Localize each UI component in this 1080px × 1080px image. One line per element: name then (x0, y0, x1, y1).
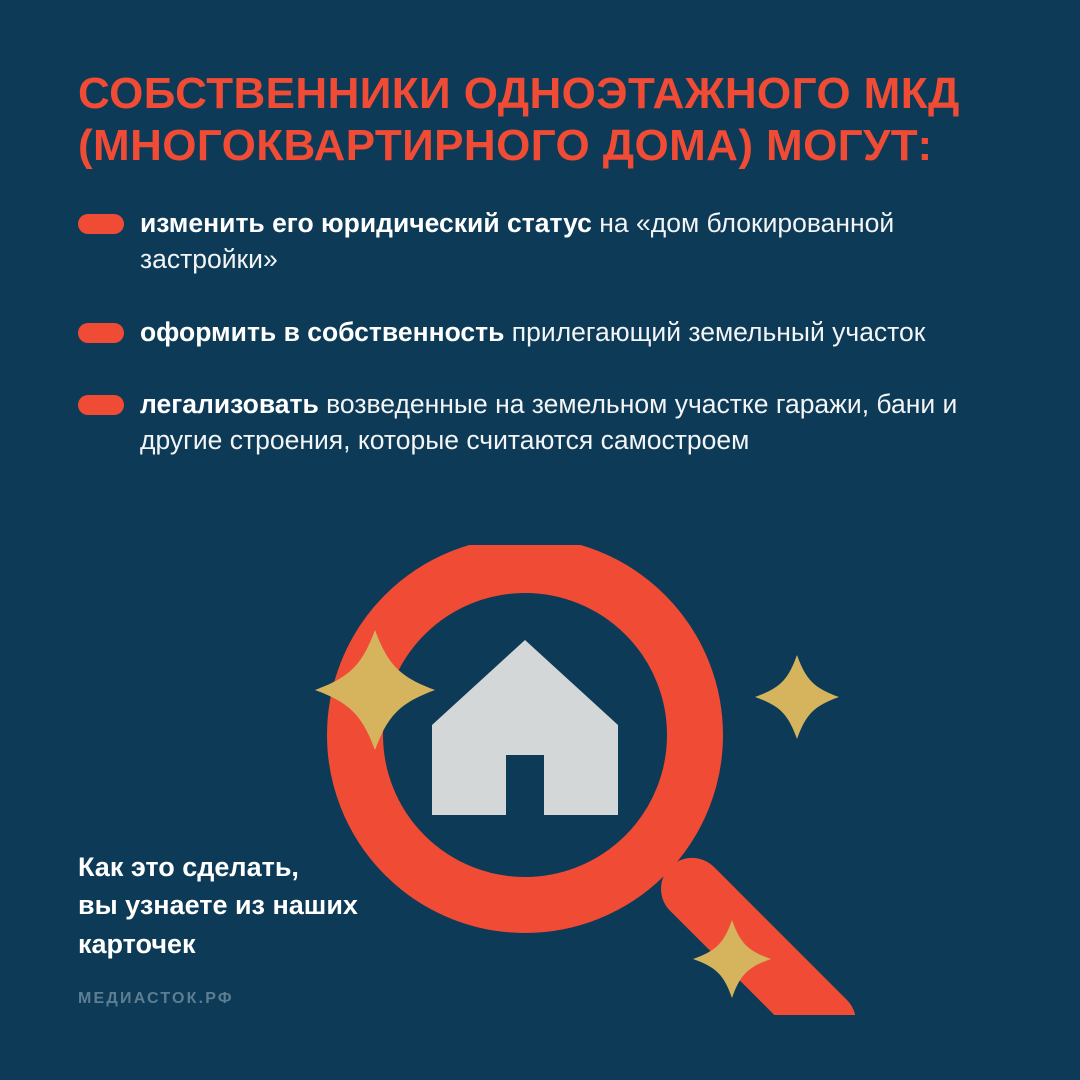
house-icon (432, 640, 618, 815)
footer-note-line-1: Как это сделать, (78, 852, 299, 882)
list-item (78, 205, 978, 278)
bullet-list (78, 205, 978, 494)
bullet-text (140, 314, 925, 350)
footer-note (78, 848, 358, 963)
page-title-line-1: СОБСТВЕННИКИ ОДНОЭТАЖНОГО МКД (78, 69, 960, 118)
brand-watermark: МЕДИАСТОК.РФ (78, 990, 234, 1007)
magnifier-handle-icon (648, 845, 869, 1015)
bullet-bold-3: легализовать (140, 388, 319, 419)
bullet-dash-icon (78, 214, 124, 234)
bullet-text (140, 205, 970, 278)
bullet-bold-1: изменить его юридический статус (140, 208, 592, 238)
bullet-rest-2: прилегающий земельный участок (504, 316, 926, 347)
page-title-line-2: (МНОГОКВАРТИРНОГО ДОМА) МОГУТ: (78, 120, 933, 170)
bullet-dash-icon (78, 395, 124, 415)
bullet-dash-icon (78, 323, 124, 343)
bullet-bold-2: оформить в собственность (140, 316, 505, 347)
magnifying-glass-illustration (300, 545, 1000, 1015)
bullet-text (140, 386, 970, 459)
bullet-rest-3: возведенные на земельном участке гаражи, бани и другие строения, которые считаются самостроем (140, 388, 958, 456)
list-item (78, 314, 978, 350)
sparkle-icon-right (755, 655, 839, 739)
list-item (78, 386, 978, 459)
bullet-rest-1: на «дом блокированной застройки» (140, 208, 895, 275)
footer-note-line-2: вы узнаете из наших (78, 890, 358, 921)
footer-note-line-3: карточек (78, 928, 196, 959)
page-title (78, 68, 1018, 172)
